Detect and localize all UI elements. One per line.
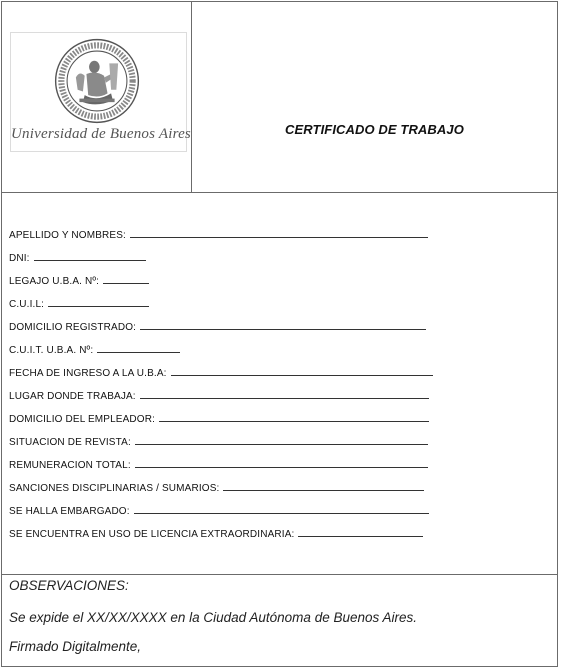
fill-line bbox=[135, 458, 428, 468]
university-seal-icon bbox=[53, 37, 141, 125]
fields-section bbox=[2, 193, 557, 575]
field-label: LEGAJO U.B.A. Nº: bbox=[9, 276, 100, 287]
fill-line bbox=[159, 412, 429, 422]
fill-line bbox=[130, 228, 428, 238]
field-domicilio-registrado bbox=[9, 320, 426, 334]
field-legajo bbox=[9, 274, 149, 288]
fill-line bbox=[97, 343, 180, 353]
field-label: APELLIDO Y NOMBRES: bbox=[9, 230, 126, 241]
field-label: SE ENCUENTRA EN USO DE LICENCIA EXTRAORDINARIA: bbox=[9, 529, 295, 540]
university-logo bbox=[10, 32, 191, 152]
certificate-form bbox=[1, 1, 558, 667]
field-embargado bbox=[9, 504, 429, 518]
logo-cell bbox=[2, 2, 192, 192]
title-cell bbox=[192, 2, 557, 192]
field-licencia-extraordinaria bbox=[9, 527, 423, 541]
field-label: SE HALLA EMBARGADO: bbox=[9, 506, 130, 517]
field-label: LUGAR DONDE TRABAJA: bbox=[9, 391, 136, 402]
field-label: SITUACION DE REVISTA: bbox=[9, 437, 131, 448]
fill-line bbox=[135, 435, 428, 445]
field-fecha-ingreso bbox=[9, 366, 433, 380]
fill-line bbox=[140, 389, 429, 399]
field-label: C.U.I.T. U.B.A. Nº: bbox=[9, 345, 94, 356]
signature-note: Firmado Digitalmente, bbox=[9, 639, 142, 654]
field-cuil bbox=[9, 297, 149, 311]
field-label: SANCIONES DISCIPLINARIAS / SUMARIOS: bbox=[9, 483, 220, 494]
field-label: C.U.I.L: bbox=[9, 299, 45, 310]
field-label: DOMICILIO REGISTRADO: bbox=[9, 322, 137, 333]
form-footer bbox=[2, 575, 557, 668]
fill-line bbox=[134, 504, 429, 514]
form-header bbox=[2, 2, 557, 193]
observaciones-label: OBSERVACIONES: bbox=[9, 578, 129, 593]
field-cuit-uba bbox=[9, 343, 180, 357]
field-remuneracion bbox=[9, 458, 428, 472]
field-label: FECHA DE INGRESO A LA U.B.A: bbox=[9, 368, 167, 379]
field-situacion-revista bbox=[9, 435, 428, 449]
field-dni bbox=[9, 251, 146, 265]
field-lugar-trabajo bbox=[9, 389, 429, 403]
fill-line bbox=[171, 366, 433, 376]
field-label: DOMICILIO DEL EMPLEADOR: bbox=[9, 414, 156, 425]
expedition-statement: Se expide el XX/XX/XXXX en la Ciudad Autónoma de Buenos Aires. bbox=[9, 610, 417, 625]
fill-line bbox=[34, 251, 146, 261]
fill-line bbox=[298, 527, 423, 537]
field-domicilio-empleador bbox=[9, 412, 429, 426]
field-label: DNI: bbox=[9, 253, 30, 264]
field-label: REMUNERACION TOTAL: bbox=[9, 460, 131, 471]
document-title: CERTIFICADO DE TRABAJO bbox=[285, 122, 464, 137]
fill-line bbox=[223, 481, 424, 491]
fill-line bbox=[48, 297, 149, 307]
field-sanciones bbox=[9, 481, 424, 495]
university-wordmark: Universidad de Buenos Aires bbox=[11, 126, 191, 142]
fill-line bbox=[140, 320, 426, 330]
fill-line bbox=[103, 274, 149, 284]
field-apellido-nombres bbox=[9, 228, 428, 242]
